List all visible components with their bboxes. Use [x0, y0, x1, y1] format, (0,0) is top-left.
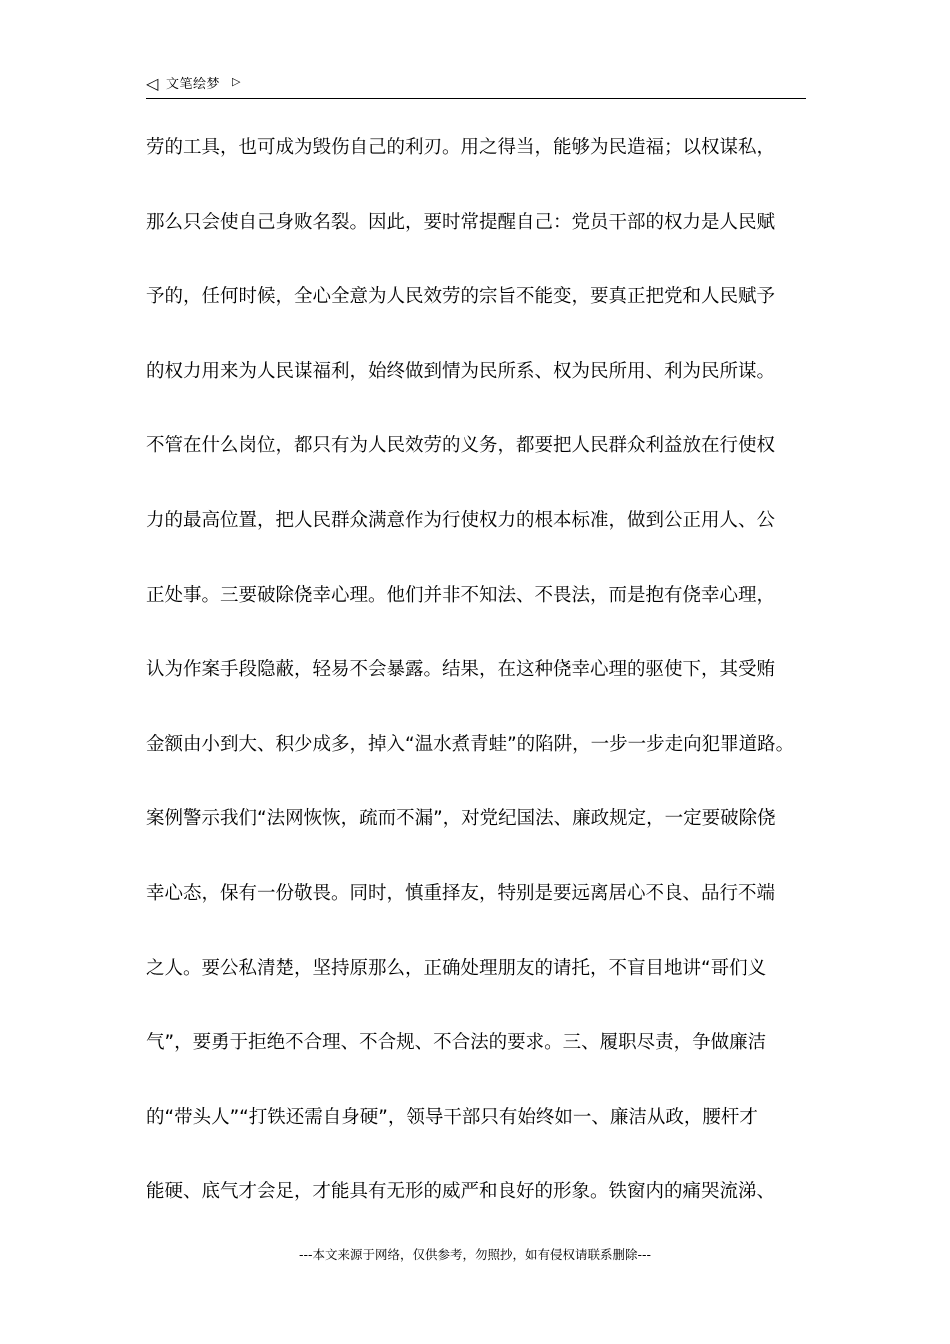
text-line: 予的，任何时候，全心全意为人民效劳的宗旨不能变，要真正把党和人民赋予	[146, 286, 776, 308]
text-line: 的权力用来为人民谋福利，始终做到情为民所系、权为民所用、利为民所谋。	[146, 360, 776, 382]
text-line: 正处事。三要破除侥幸心理。他们并非不知法、不畏法，而是抱有侥幸心理，	[146, 584, 776, 606]
triangle-left-icon: ◁	[146, 74, 159, 93]
document-body	[146, 128, 826, 1247]
text-line: 幸心态，保有一份敬畏。同时，慎重择友，特别是要远离居心不良、品行不端	[146, 882, 776, 904]
header-title: 文笔绘梦	[166, 77, 221, 92]
text-line: 金额由小到大、积少成多，掉入“温水煮青蛙”的陷阱，一步一步走向犯罪道路。	[146, 733, 795, 755]
text-line: 不管在什么岗位，都只有为人民效劳的义务，都要把人民群众利益放在行使权	[146, 435, 776, 457]
text-line: 的“带头人”“打铁还需自身硬”，领导干部只有始终如一、廉洁从政，腰杆才	[146, 1106, 758, 1128]
text-line: 气”，要勇于拒绝不合理、不合规、不合法的要求。三、履职尽责，争做廉洁	[146, 1032, 767, 1054]
text-line: 劳的工具，也可成为毁伤自己的利刃。用之得当，能够为民造福；以权谋私，	[146, 137, 776, 158]
text-line: 之人。要公私清楚，坚持原那么，正确处理朋友的请托，不盲目地讲“哥们义	[146, 957, 767, 979]
text-line: 案例警示我们“法网恢恢，疏而不漏”，对党纪国法、廉政规定，一定要破除侥	[146, 808, 776, 830]
text-line: 能硬、底气才会足，才能具有无形的威严和良好的形象。铁窗内的痛哭流涕、	[146, 1181, 776, 1203]
page-footer: ---本文来源于网络，仅供参考，勿照抄，如有侵权请联系删除---	[298, 1247, 652, 1262]
text-line: 力的最高位置，把人民群众满意作为行使权力的根本标准，做到公正用人、公	[146, 509, 776, 531]
page-header	[146, 74, 806, 99]
triangle-right-icon: ▷	[232, 75, 241, 88]
text-line: 认为作案手段隐蔽，轻易不会暴露。结果，在这种侥幸心理的驱使下，其受贿	[146, 659, 776, 681]
text-line: 那么只会使自己身败名裂。因此，要时常提醒自己：党员干部的权力是人民赋	[146, 211, 776, 233]
